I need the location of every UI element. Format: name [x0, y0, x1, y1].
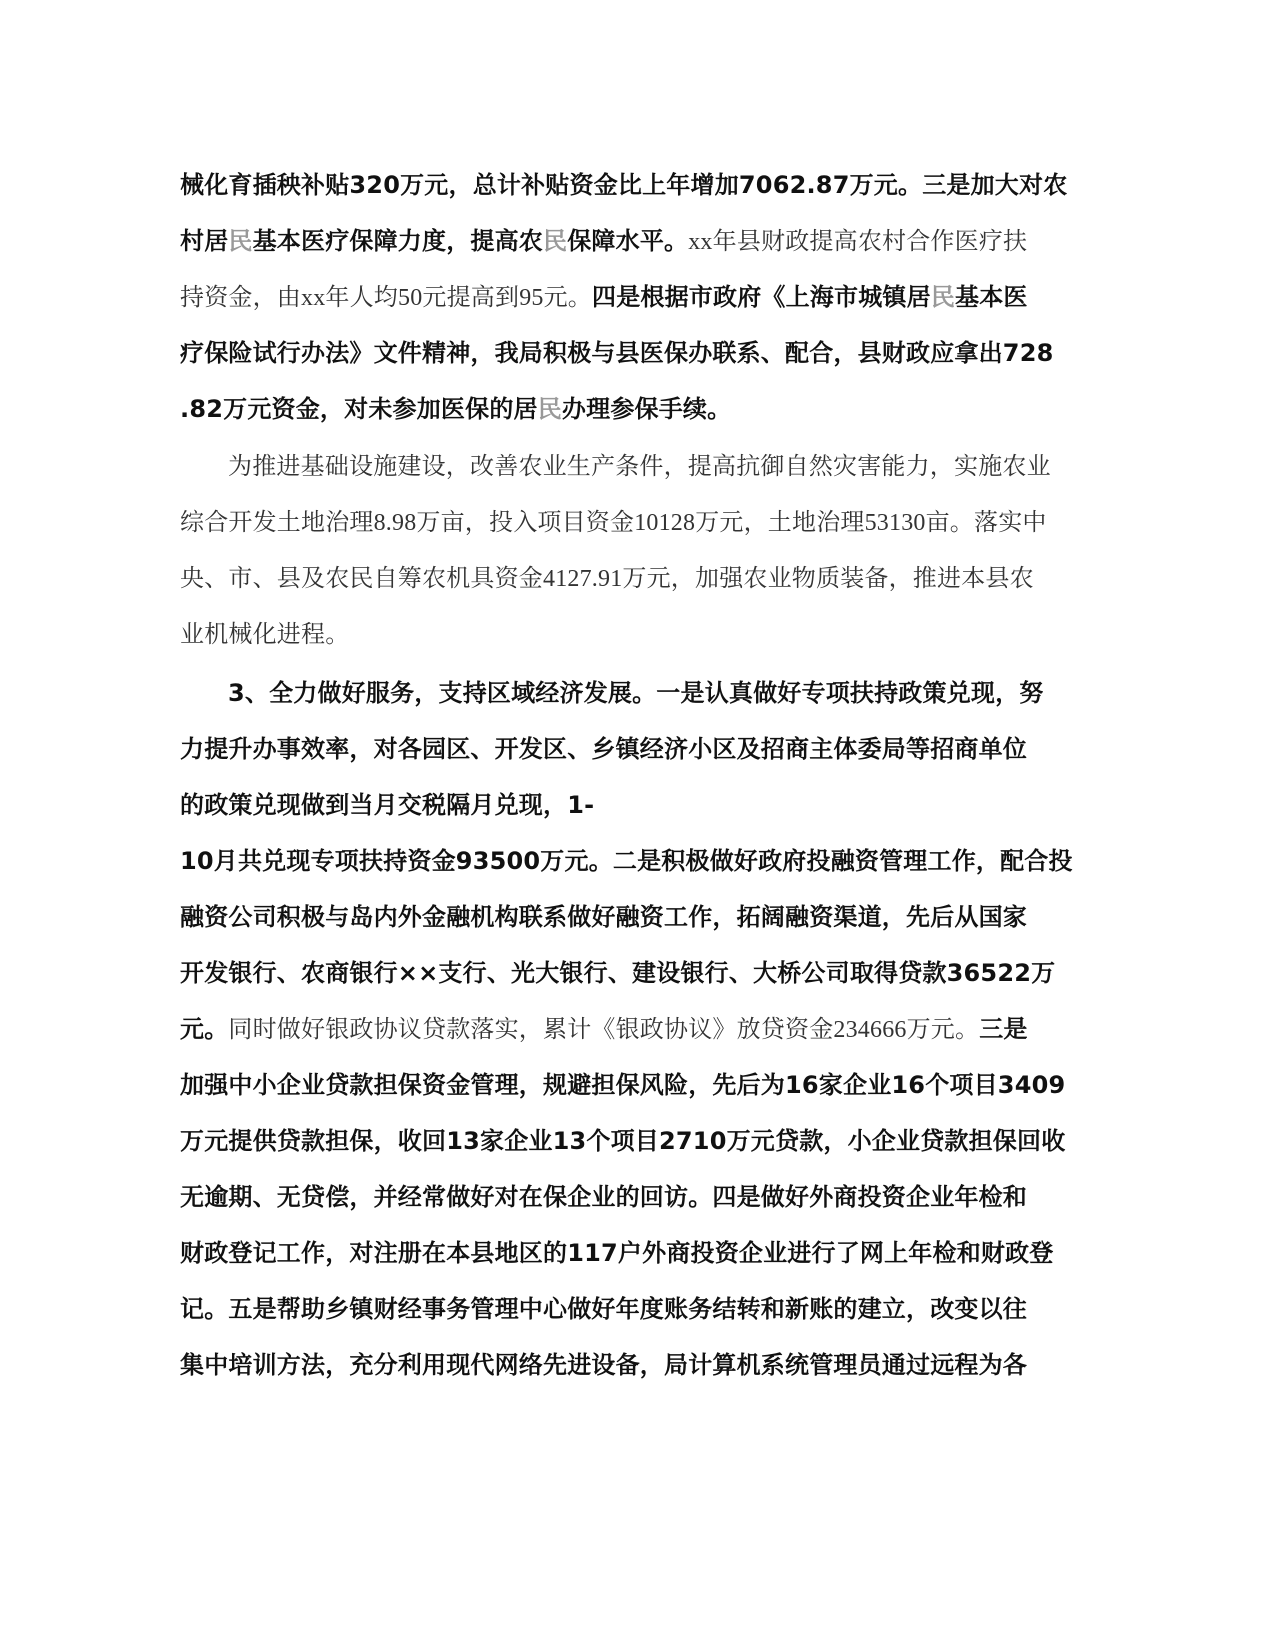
text-line [180, 1070, 1065, 1101]
text-line [180, 564, 1034, 594]
text-line [180, 846, 1073, 877]
text-segment: 村居 [180, 227, 229, 255]
text-segment: 财政登记工作，对注册在本县地区的117户外商投资企业进行了网上年检和财政登 [180, 1239, 1054, 1267]
text-segment: 集中培训方法，充分利用现代网络先进设备，局计算机系统管理员通过远程为各 [180, 1351, 1027, 1379]
text-segment: xx年县财政提高农村合作医疗扶 [688, 229, 1028, 255]
text-segment: 保障水平。 [567, 227, 689, 255]
text-segment: 央、市、县及农民自筹农机具资金4127.91万元，加强农业物质装备，推进本县农 [180, 566, 1034, 592]
text-line [180, 902, 1027, 933]
text-segment: 记。五是帮助乡镇财经事务管理中心做好年度账务结转和新账的建立，改变以往 [180, 1295, 1027, 1323]
text-segment: 元。 [180, 1015, 229, 1043]
text-line [180, 394, 731, 425]
text-segment: 民 [537, 395, 562, 423]
text-line [180, 958, 1055, 989]
text-segment: 综合开发土地治理8.98万亩，投入项目资金10128万元，土地治理53130亩。落实中 [180, 510, 1047, 536]
text-segment: 10月共兑现专项扶持资金93500万元。二是积极做好政府投融资管理工作，配合投 [180, 847, 1073, 875]
text-segment: 无逾期、无贷偿，并经常做好对在保企业的回访。四是做好外商投资企业年检和 [180, 1183, 1027, 1211]
text-segment: 加强中小企业贷款担保资金管理，规避担保风险，先后为16家企业16个项目3409 [180, 1071, 1066, 1099]
text-segment: .82万元资金，对未参加医保的居 [180, 395, 538, 423]
text-segment: 四是根据市政府《上海市城镇居 [592, 283, 931, 311]
text-line [180, 1126, 1065, 1157]
text-segment: 持资金，由xx年人均50元提高到95元。 [180, 285, 592, 311]
text-line [180, 170, 1067, 201]
text-line [180, 226, 1027, 257]
text-segment: 疗保险试行办法》文件精神，我局积极与县医保办联系、配合，县财政应拿出728 [180, 339, 1054, 367]
text-segment: 基本医疗保障力度，提高农 [252, 227, 544, 255]
text-segment: 办理参保手续。 [561, 395, 732, 423]
text-line [180, 734, 1027, 765]
text-line [180, 1350, 1027, 1381]
text-line [180, 790, 594, 821]
text-line [228, 452, 1051, 482]
text-segment: 力提升办事效率，对各园区、开发区、乡镇经济小区及招商主体委局等招商单位 [180, 735, 1027, 763]
text-segment: 为推进基础设施建设，改善农业生产条件，提高抗御自然灾害能力，实施农业 [228, 454, 1051, 480]
text-line [180, 338, 1054, 369]
text-line [180, 1238, 1054, 1269]
text-line [180, 1014, 1028, 1045]
text-line [180, 282, 1028, 313]
text-segment: 三是 [979, 1015, 1028, 1043]
text-segment: 融资公司积极与岛内外金融机构联系做好融资工作，拓阔融资渠道，先后从国家 [180, 903, 1027, 931]
text-line [180, 1294, 1027, 1325]
text-segment: 民 [543, 227, 568, 255]
text-segment: 民 [930, 283, 956, 311]
text-line [180, 1182, 1027, 1213]
text-line [180, 620, 349, 650]
text-segment: 开发银行、农商银行××支行、光大银行、建设银行、大桥公司取得贷款36522万 [180, 959, 1056, 987]
text-segment: 业机械化进程。 [180, 622, 350, 648]
text-segment: 械化育插秧补贴320万元，总计补贴资金比上年增加7062.87万元。三是加大对农 [180, 171, 1068, 199]
text-segment: 民 [228, 227, 253, 255]
text-segment: 基本医 [955, 283, 1028, 311]
text-line [228, 678, 1044, 709]
text-line [180, 508, 1047, 538]
text-segment: 的政策兑现做到当月交税隔月兑现，1- [180, 791, 595, 819]
text-segment: 万元提供贷款担保，收回13家企业13个项目2710万元贷款，小企业贷款担保回收 [180, 1127, 1066, 1155]
text-segment: 同时做好银政协议贷款落实，累计《银政协议》放贷资金234666万元。 [228, 1017, 980, 1043]
text-segment: 3、全力做好服务，支持区域经济发展。一是认真做好专项扶持政策兑现，努 [228, 679, 1044, 707]
